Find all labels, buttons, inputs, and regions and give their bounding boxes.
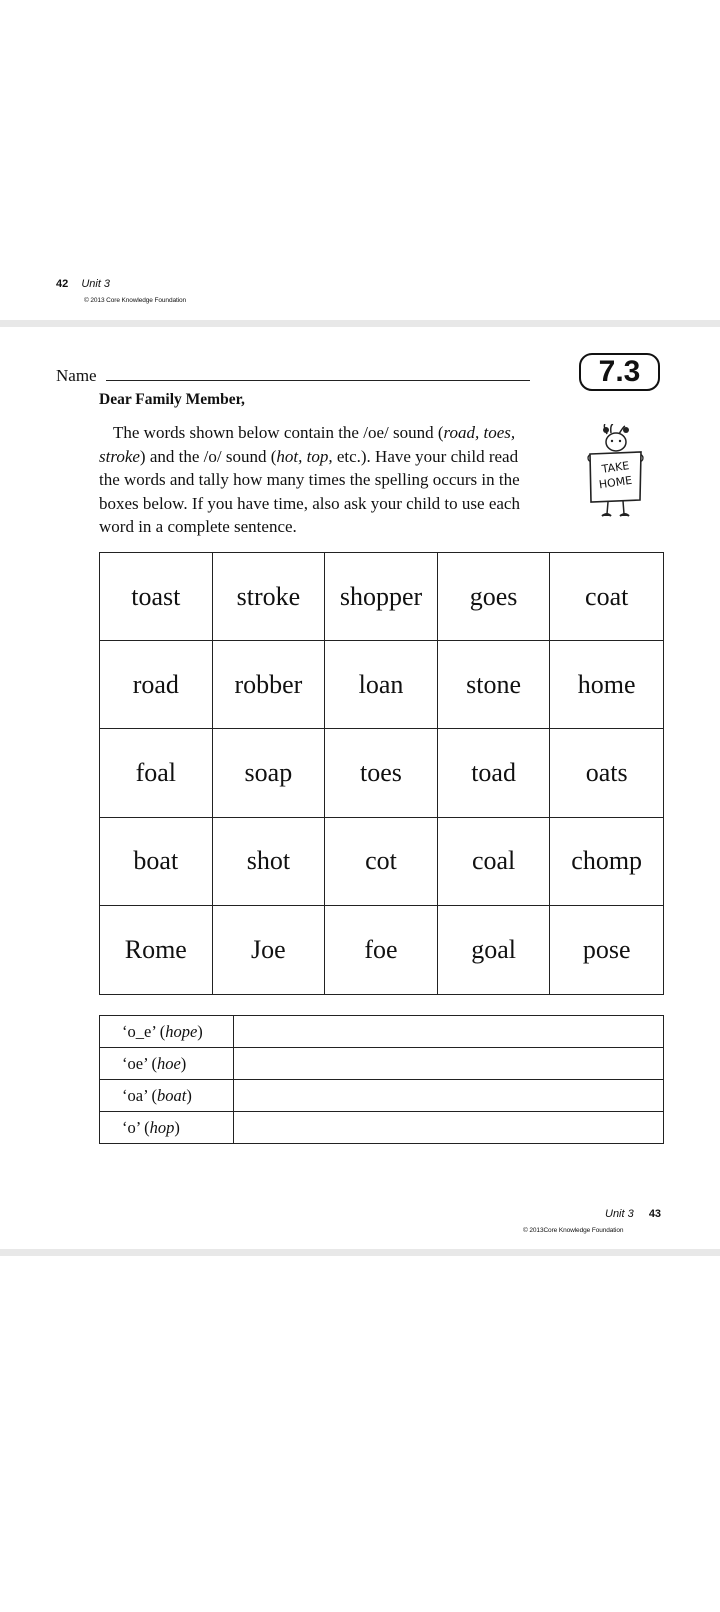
- tally-box[interactable]: [234, 1112, 664, 1144]
- copyright-notice: © 2013 Core Knowledge Foundation: [84, 297, 187, 304]
- take-home-icon: [586, 424, 644, 520]
- word-cell: toast: [100, 553, 213, 641]
- unit-label: Unit 3: [605, 1208, 634, 1220]
- word-cell: Joe: [213, 906, 326, 994]
- tally-box[interactable]: [234, 1016, 664, 1048]
- word-cell: boat: [100, 818, 213, 906]
- word-cell: stone: [438, 641, 551, 729]
- page-number: 43: [648, 1208, 662, 1220]
- word-cell: foal: [100, 729, 213, 817]
- word-cell: soap: [213, 729, 326, 817]
- word-cell: toes: [325, 729, 438, 817]
- table-row: [100, 1080, 664, 1112]
- page-divider: [0, 1249, 720, 1256]
- word-cell: road: [100, 641, 213, 729]
- page-number: 42: [56, 278, 69, 290]
- table-row: [100, 1016, 664, 1048]
- table-row: [100, 1048, 664, 1080]
- word-cell: robber: [213, 641, 326, 729]
- word-cell: goal: [438, 906, 551, 994]
- word-cell: stroke: [213, 553, 326, 641]
- take-home-text-2: HOME: [598, 473, 633, 492]
- word-cell: toad: [438, 729, 551, 817]
- word-cell: pose: [582, 934, 631, 964]
- word-cell: goes: [438, 553, 551, 641]
- table-row: [100, 1112, 664, 1144]
- word-grid: [99, 552, 664, 995]
- spelling-label: ‘oa’ (boat): [100, 1080, 234, 1112]
- word-cell: chomp: [550, 818, 663, 906]
- tally-box[interactable]: [234, 1048, 664, 1080]
- previous-page-footer: [56, 278, 110, 290]
- spelling-label: ‘o_e’ (hope): [100, 1016, 234, 1048]
- word-cell: shopper: [325, 553, 438, 641]
- tally-table: [99, 1015, 664, 1144]
- spelling-label: ‘o’ (hop): [100, 1112, 234, 1144]
- word-cell: oats: [550, 729, 663, 817]
- worksheet-number-badge: 7.3: [579, 353, 660, 391]
- word-cell: coat: [550, 553, 663, 641]
- greeting: Dear Family Member,: [99, 391, 245, 408]
- page-divider: [0, 320, 720, 327]
- word-cell: Rome: [100, 906, 213, 994]
- word-cell: foe: [325, 906, 438, 994]
- name-line: [106, 380, 530, 381]
- word-cell: loan: [325, 641, 438, 729]
- tally-box[interactable]: [234, 1080, 664, 1112]
- word-cell: coal: [438, 818, 551, 906]
- word-cell: shot: [213, 818, 326, 906]
- word-cell: cot: [325, 818, 438, 906]
- take-home-text-1: TAKE: [600, 459, 631, 476]
- instructions-paragraph: The words shown below contain the /oe/ sound (road, toes, stroke) and the /o/ sound (hot, top, etc.). Have your child read the words and tally how many times the spelling occurs in the boxes below. If you have time, also ask your child to use each word in a complete sentence.: [99, 423, 520, 536]
- word-cell: home: [550, 641, 663, 729]
- unit-label: Unit 3: [81, 278, 111, 290]
- page-footer: [605, 1208, 661, 1220]
- copyright-notice: © 2013Core Knowledge Foundation: [523, 1227, 624, 1234]
- spelling-label: ‘oe’ (hoe): [100, 1048, 234, 1080]
- name-label: Name: [56, 366, 97, 385]
